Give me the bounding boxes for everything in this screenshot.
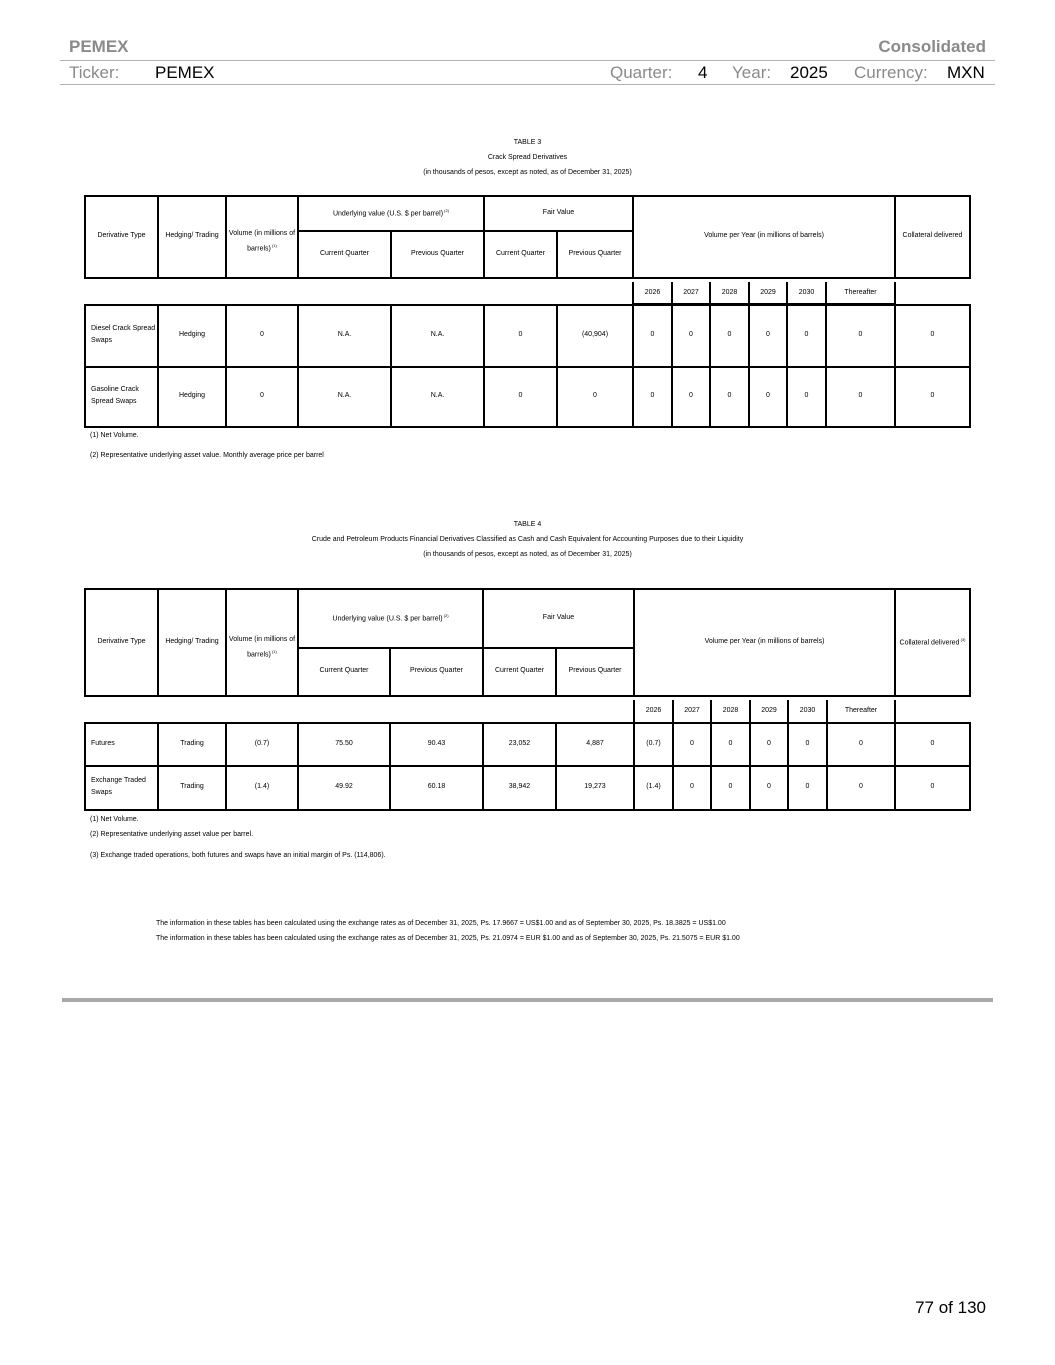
cell-uv-previous: N.A. [430, 392, 445, 399]
cell-derivative-type: Futures [91, 739, 115, 747]
table3-line-header-bottom [84, 277, 971, 279]
col-header-uv-current-quarter: Current Quarter [319, 249, 370, 257]
year-header-2026: 2026 [645, 707, 662, 714]
table3-note-1: (1) Net Volume. [90, 432, 139, 439]
cell-hedging-trading: Hedging [178, 392, 206, 399]
table3-line-row-bottom [84, 426, 971, 428]
cell-year-thereafter: 0 [858, 331, 863, 338]
table4-line-header-bottom [84, 695, 971, 697]
cell-volume: (0.7) [254, 739, 270, 747]
cell-collateral: 0 [930, 392, 935, 399]
table3-vline-header [969, 195, 971, 279]
currency-value: MXN [947, 63, 985, 82]
col-header-hedging-trading: Hedging/ Trading [165, 637, 219, 645]
cell-fv-previous: 19,273 [584, 783, 606, 790]
cell-fv-current: 0 [518, 331, 523, 338]
table3-number: TABLE 3 [513, 139, 542, 146]
table3-subtitle: (in thousands of pesos, except as noted, as of December 31, 2025) [423, 169, 632, 176]
cell-fv-current: 38,942 [508, 783, 531, 790]
cell-collateral: 0 [930, 739, 935, 747]
cell-fv-previous: (40,904) [581, 331, 609, 338]
cell-year-2026: 0 [650, 331, 655, 338]
quarter-value: 4 [698, 63, 708, 82]
col-header-volume-per-year: Volume per Year (in millions of barrels) [704, 232, 824, 239]
cell-year-2029: 0 [767, 783, 771, 790]
cell-collateral: 0 [930, 331, 935, 338]
col-header-volume-per-year: Volume per Year (in millions of barrels) [704, 637, 825, 645]
table4-vline-years [894, 700, 896, 724]
table4-line-row-bottom [84, 809, 971, 811]
exchange-rate-note-eur: The information in these tables has been calculated using the exchange rates as of December 31, 2025, Ps. 21.0974 = EUR $1.00 and as of September 30, 2025, Ps. 21.5075 = EUR $1.00 [156, 935, 740, 942]
cell-year-2028: 0 [728, 739, 733, 747]
col-header-collateral: Collateral delivered [902, 232, 963, 239]
cell-year-2026: (0.7) [646, 739, 661, 747]
cell-uv-current: N.A. [337, 331, 352, 338]
cell-volume: 0 [260, 392, 264, 399]
footnote-ref: (1) [270, 243, 277, 249]
table4-vline-header [969, 588, 971, 697]
cell-year-2030: 0 [804, 392, 809, 399]
cell-year-2027: 0 [689, 392, 693, 399]
exchange-rate-note-usd: The information in these tables has been calculated using the exchange rates as of December 31, 2025, Ps. 17.9667 = US$1.00 and as of September 30, 2025, Ps. 18.3825 = US$1.00 [156, 920, 726, 927]
cell-year-2029: 0 [766, 331, 770, 338]
cell-hedging-trading: Trading [180, 739, 204, 747]
ticker-value: PEMEX [155, 63, 215, 82]
cell-year-2027: 0 [689, 331, 693, 338]
table3-vline-years [894, 282, 896, 305]
cell-uv-current: N.A. [337, 392, 352, 399]
col-header-fv-current-quarter: Current Quarter [494, 667, 545, 674]
table3-vline-body [969, 304, 971, 368]
cell-fv-previous: 0 [593, 392, 597, 399]
cell-year-thereafter: 0 [858, 392, 863, 399]
header-info-row [60, 61, 995, 85]
cell-derivative-type: Gasoline Crack Spread Swaps [91, 386, 139, 405]
col-header-uv-previous-quarter: Previous Quarter [411, 249, 464, 257]
table3-note-2: (2) Representative underlying asset value. Monthly average price per barrel [90, 452, 324, 459]
col-header-collateral: Collateral delivered $^{(3)}$ [899, 636, 966, 647]
col-header-volume: Volume (in millions of barrels) $^{(1)}$ [228, 230, 296, 253]
col-header-fv-previous-quarter: Previous Quarter [568, 249, 622, 257]
cell-year-2030: 0 [805, 783, 810, 790]
cell-year-2030: 0 [805, 739, 810, 747]
table4-title: Crude and Petroleum Products Financial Derivatives Classified as Cash and Cash Equivalent for Accounting Purposes due to their Liquidity [311, 536, 744, 543]
cell-uv-previous: 90.43 [427, 739, 446, 747]
table4-number: TABLE 4 [513, 521, 542, 528]
col-header-uv-current-quarter: Current Quarter [319, 667, 369, 674]
report-header [60, 37, 995, 59]
cell-uv-previous: N.A. [430, 331, 445, 338]
table4-note-1: (1) Net Volume. [90, 816, 139, 823]
cell-fv-current: 23,052 [508, 739, 531, 747]
col-header-derivative-type: Derivative Type [97, 637, 146, 645]
year-header-2029: 2029 [760, 288, 776, 296]
cell-fv-previous: 4,887 [586, 739, 604, 747]
year-header-2027: 2027 [684, 707, 700, 714]
cell-year-2029: 0 [767, 739, 771, 747]
table4-note-3: (3) Exchange traded operations, both futures and swaps have an initial margin of Ps. (114,806). [90, 852, 386, 859]
cell-year-2028: 0 [727, 331, 732, 338]
table3-vline-body [969, 366, 971, 428]
col-header-volume: Volume (in millions of barrels) $^{(1)}$ [228, 635, 296, 659]
table3-title: Crack Spread Derivatives [487, 154, 568, 161]
cell-volume: (1.4) [254, 783, 270, 790]
cell-uv-current: 49.92 [335, 783, 353, 790]
ticker-label: Ticker: [69, 63, 120, 82]
col-header-uv-previous-quarter: Previous Quarter [410, 667, 463, 674]
year-value: 2025 [790, 63, 828, 82]
page-number: 77 of 130 [915, 1298, 986, 1317]
cell-year-2027: 0 [690, 739, 694, 747]
table4-note-2: (2) Representative underlying asset value per barrel. [90, 831, 254, 838]
cell-year-2027: 0 [690, 783, 694, 790]
cell-hedging-trading: Trading [180, 783, 204, 790]
year-header-thereafter: Thereafter [844, 288, 877, 296]
cell-year-2029: 0 [766, 392, 770, 399]
cell-year-2028: 0 [727, 392, 732, 399]
cell-derivative-type: Exchange Traded Swaps [91, 777, 146, 796]
cell-year-thereafter: 0 [859, 783, 863, 790]
table4-vline-body [969, 722, 971, 767]
cell-hedging-trading: Hedging [178, 331, 206, 338]
footnote-ref: (2) [442, 612, 449, 618]
col-header-underlying-value: Underlying value (U.S. $ per barrel) $^{(2)}$ [332, 612, 449, 623]
cell-year-2026: (1.4) [646, 783, 661, 790]
cell-uv-previous: 60.18 [427, 783, 446, 790]
year-header-2030: 2030 [799, 707, 816, 714]
col-header-fv-current-quarter: Current Quarter [495, 249, 546, 257]
table4-vline-body [969, 765, 971, 811]
quarter-label: Quarter: [610, 63, 673, 82]
cell-year-2028: 0 [728, 783, 733, 790]
year-label: Year: [732, 63, 772, 82]
footnote-ref: (3) [959, 636, 966, 642]
cell-fv-current: 0 [518, 392, 523, 399]
cell-year-2026: 0 [650, 392, 655, 399]
year-header-2026: 2026 [644, 288, 661, 296]
year-header-2030: 2030 [798, 288, 815, 296]
col-header-hedging-trading: Hedging/ Trading [165, 232, 219, 239]
col-header-fair-value: Fair Value [542, 613, 575, 621]
footnote-ref: (1) [270, 648, 277, 654]
col-header-derivative-type: Derivative Type [97, 232, 146, 239]
year-header-2028: 2028 [722, 707, 739, 714]
cell-uv-current: 75.50 [335, 739, 353, 747]
company-name: PEMEX [69, 37, 129, 56]
header-divider-bottom [60, 84, 995, 85]
col-header-fair-value: Fair Value [542, 208, 575, 216]
cell-collateral: 0 [930, 783, 935, 790]
cell-derivative-type: Diesel Crack Spread Swaps [91, 325, 156, 344]
footer-divider [62, 998, 993, 1002]
year-header-2029: 2029 [761, 707, 777, 714]
footnote-ref: (2) [443, 207, 450, 213]
year-header-2027: 2027 [683, 288, 699, 296]
col-header-underlying-value: Underlying value (U.S. $ per barrel) $^{(2)}$ [332, 207, 450, 218]
cell-year-thereafter: 0 [859, 739, 863, 747]
year-header-2028: 2028 [721, 288, 738, 296]
cell-year-2030: 0 [804, 331, 809, 338]
col-header-fv-previous-quarter: Previous Quarter [568, 667, 622, 674]
table4-subtitle: (in thousands of pesos, except as noted, as of December 31, 2025) [423, 551, 632, 558]
cell-volume: 0 [260, 331, 264, 338]
scope-label: Consolidated [878, 37, 986, 56]
currency-label: Currency: [854, 63, 928, 82]
year-header-thereafter: Thereafter [844, 707, 878, 714]
